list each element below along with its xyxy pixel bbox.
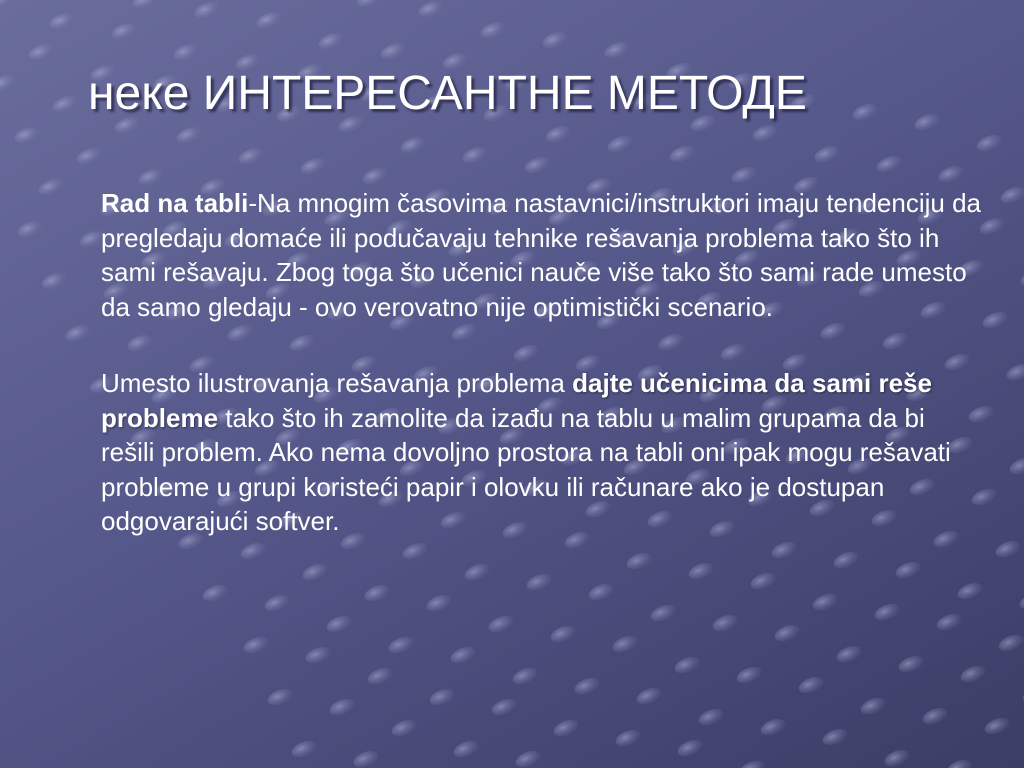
background-dot — [451, 738, 480, 761]
background-dot — [192, 0, 221, 21]
background-dot — [648, 602, 677, 625]
paragraph-lead-term: Rad na tabli — [101, 188, 249, 218]
paragraph-text: -Na mnogim časovima nastavnici/instruktori imaju tendenciju da pregledaju domaće ili podučavaju tehnike rešavanja problema tako što ih sami rešavaju. Zbog toga što učenici nauče više tako što sami rade umesto da samo gledaju - ovo verovatno nije optimistički scenario. — [101, 188, 982, 322]
background-dot — [36, 176, 65, 199]
background-dot — [796, 674, 825, 697]
background-dot — [130, 0, 159, 11]
background-dot — [772, 622, 801, 645]
background-dot — [974, 132, 1003, 155]
background-dot — [543, 123, 572, 146]
background-dot — [850, 101, 879, 124]
background-dot — [874, 153, 903, 176]
slide-title: неке ИНТЕРЕСАНТНЕ МЕТОДЕ — [88, 67, 807, 120]
background-dot — [360, 165, 389, 188]
background-dot — [513, 748, 542, 768]
background-dot — [1004, 361, 1024, 384]
background-dot — [858, 695, 887, 718]
background-dot — [624, 550, 653, 573]
background-dot — [893, 559, 922, 582]
background-dot — [362, 582, 391, 605]
background-dot — [1020, 684, 1024, 707]
background-dot — [977, 215, 1006, 238]
background-dot — [672, 654, 701, 677]
background-dot — [265, 686, 294, 709]
slide-body — [101, 186, 981, 539]
background-dot — [427, 686, 456, 709]
background-dot — [812, 143, 841, 166]
background-dot — [675, 737, 704, 760]
background-dot — [912, 111, 941, 134]
background-dot — [605, 133, 634, 156]
paragraph-text-before: Umesto ilustrovanja rešavanja problema — [101, 368, 573, 398]
background-dot — [831, 549, 860, 572]
background-dot — [462, 561, 491, 584]
background-dot — [982, 715, 1011, 738]
background-dot — [39, 270, 68, 293]
background-dot — [1017, 590, 1024, 613]
background-dot — [586, 581, 615, 604]
background-dot — [610, 633, 639, 656]
background-dot — [303, 644, 332, 667]
background-dot — [934, 611, 963, 634]
background-dot — [896, 653, 925, 676]
background-dot — [136, 166, 165, 189]
background-dot — [993, 538, 1022, 561]
background-dot — [524, 571, 553, 594]
background-dot — [0, 166, 4, 189]
background-dot — [882, 747, 911, 768]
background-dot — [737, 758, 766, 768]
background-dot — [0, 0, 15, 11]
background-dot — [486, 613, 515, 636]
background-dot — [378, 40, 407, 63]
background-dot — [758, 716, 787, 739]
background-dot — [996, 632, 1024, 655]
background-dot — [810, 591, 839, 614]
background-dot — [448, 644, 477, 667]
background-dot — [510, 665, 539, 688]
background-dot — [300, 561, 329, 584]
background-dot — [522, 154, 551, 177]
background-dot — [710, 612, 739, 635]
background-dot — [236, 145, 265, 168]
background-dot — [998, 184, 1024, 207]
background-dot — [12, 124, 41, 147]
background-dot — [365, 665, 394, 688]
background-dot — [47, 10, 76, 33]
background-dot — [572, 675, 601, 698]
background-dot — [460, 144, 489, 167]
background-dot — [980, 309, 1009, 332]
background-dot — [769, 539, 798, 562]
background-dot — [289, 738, 318, 761]
background-dot — [171, 41, 200, 64]
background-dot — [241, 634, 270, 657]
background-dot — [602, 39, 631, 62]
background-dot — [551, 717, 580, 740]
paragraph-text-after: tako što ih zamolite da izađu na tablu u malim grupama da bi rešili problem. Ako nema dovoljno prostora na tabli oni ipak mogu rešavati probleme u grupi koristeći papir i olovku ili računare ako je dostupan odgovarajući softver. — [101, 402, 951, 536]
background-dot — [262, 592, 291, 615]
background-dot — [50, 93, 79, 116]
background-dot — [820, 726, 849, 749]
background-dot — [354, 0, 383, 10]
background-dot — [548, 623, 577, 646]
background-dot — [1018, 267, 1024, 290]
background-dot — [920, 705, 949, 728]
background-dot — [478, 19, 507, 42]
background-dot — [834, 643, 863, 666]
background-dot — [944, 757, 973, 768]
background-dot — [489, 696, 518, 719]
background-dot — [634, 685, 663, 708]
background-dot — [238, 540, 267, 563]
background-dot — [26, 41, 55, 64]
background-dot — [351, 748, 380, 768]
background-dot — [63, 322, 92, 345]
background-dot — [936, 163, 965, 186]
background-dot — [748, 570, 777, 593]
background-dot — [316, 30, 345, 53]
background-dot — [327, 696, 356, 719]
background-dot — [0, 72, 18, 95]
background-dot — [74, 145, 103, 168]
background-dot — [1007, 455, 1024, 478]
background-dot — [398, 134, 427, 157]
background-dot — [298, 155, 327, 178]
background-dot — [254, 9, 283, 32]
background-dot — [958, 663, 987, 686]
background-dot — [389, 717, 418, 740]
background-dot — [955, 580, 984, 603]
paragraph-board-work — [101, 186, 981, 324]
background-dot — [15, 218, 44, 241]
background-dot — [200, 582, 229, 605]
background-dot — [416, 0, 445, 20]
background-dot — [109, 20, 138, 43]
background-dot — [324, 613, 353, 636]
background-dot — [872, 601, 901, 624]
background-dot — [174, 124, 203, 147]
background-dot — [696, 706, 725, 729]
background-dot — [613, 727, 642, 750]
background-dot — [729, 164, 758, 187]
background-dot — [667, 143, 696, 166]
background-dot — [386, 634, 415, 657]
background-dot — [400, 540, 429, 563]
background-dot — [540, 29, 569, 52]
paragraph-emphasis: dajte učenicima da sami reše probleme — [101, 368, 932, 433]
background-dot — [424, 592, 453, 615]
paragraph-student-solving — [101, 366, 981, 539]
background-dot — [734, 664, 763, 687]
background-dot — [686, 560, 715, 583]
